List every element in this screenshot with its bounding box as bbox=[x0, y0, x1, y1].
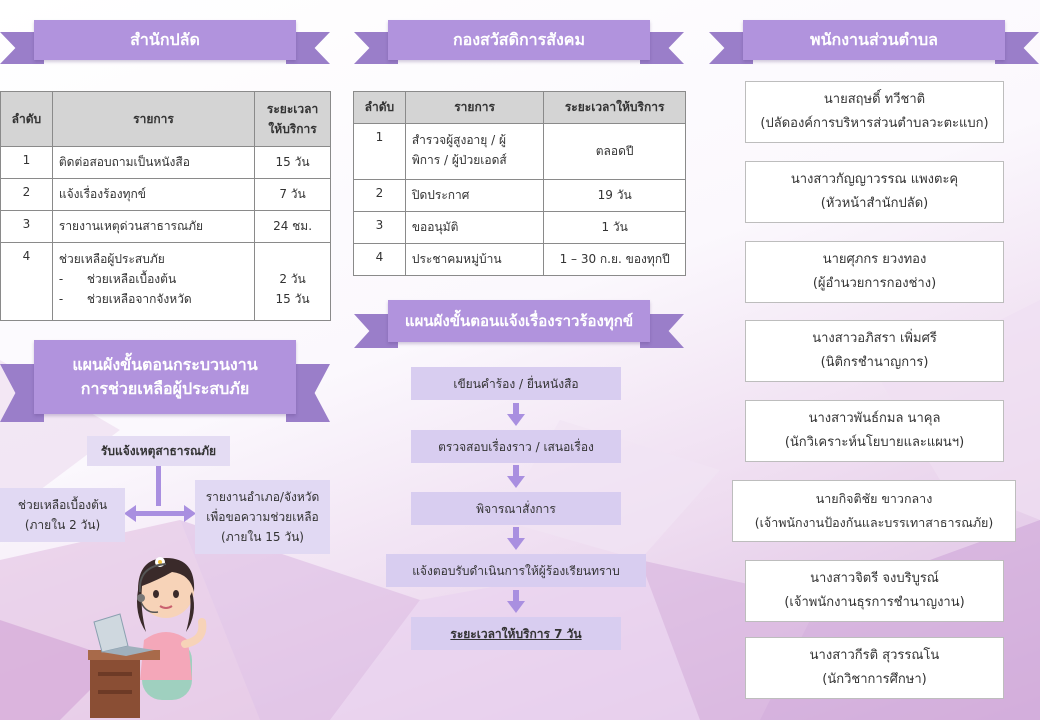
table-row bbox=[354, 124, 686, 180]
split-arrow bbox=[120, 466, 200, 526]
banner-title: กองสวัสดิการสังคม bbox=[388, 20, 650, 60]
table-row: 4 ช่วยเหลือผู้ประสบภัย - ช่วยเหลือเบื้องต้น - ช่วยเหลือจากจังหวัด 2 วัน 15 วัน bbox=[1, 243, 331, 321]
flow-step-label: ตรวจสอบเรื่องราว / เสนอเรื่อง bbox=[438, 439, 594, 454]
col-header-item: รายการ bbox=[405, 92, 543, 124]
row-subitem: ช่วยเหลือเบื้องต้น bbox=[86, 272, 177, 286]
service-time-label: ระยะเวลาให้บริการ 7 วัน bbox=[450, 626, 582, 641]
row-no: 3 bbox=[1, 211, 53, 243]
col-header-item: รายการ bbox=[52, 92, 254, 147]
row-no: 1 bbox=[354, 124, 406, 180]
row-no: 4 bbox=[354, 244, 406, 276]
row-item: ติดต่อสอบถามเป็นหนังสือ bbox=[52, 147, 254, 179]
flow-title-line1: แผนผังขั้นตอนกระบวนงาน bbox=[72, 355, 258, 374]
report-province-line2: เพื่อขอความช่วยเหลือ bbox=[206, 510, 319, 524]
row-time: 15 วัน bbox=[255, 147, 331, 179]
saman-palad-table bbox=[0, 91, 331, 321]
table-row bbox=[1, 147, 331, 179]
flow-step-4 bbox=[386, 554, 646, 587]
table-row bbox=[1, 211, 331, 243]
staff-card bbox=[745, 81, 1004, 143]
row-time: 2 วัน bbox=[279, 272, 306, 286]
staff-name: นางสาวอภิสรา เพิ่มศรี bbox=[812, 331, 937, 346]
staff-role: (นิติกรชำนาญการ) bbox=[820, 355, 929, 370]
staff-name: นายศุภกร ยวงทอง bbox=[822, 252, 927, 267]
staff-name: นางสาวพันธ์กมล นาคุล bbox=[808, 411, 941, 426]
table-row bbox=[354, 180, 686, 212]
report-province-line1: รายงานอำเภอ/จังหวัด bbox=[205, 490, 320, 504]
col-header-no: ลำดับ bbox=[354, 92, 406, 124]
down-arrow bbox=[506, 465, 526, 489]
banner-social-welfare bbox=[354, 20, 684, 68]
down-arrow bbox=[506, 403, 526, 427]
row-item: ปิดประกาศ bbox=[405, 180, 543, 212]
banner-staff bbox=[709, 20, 1039, 68]
down-arrow bbox=[506, 527, 526, 551]
staff-card bbox=[745, 320, 1004, 382]
flow-title-line2: การช่วยเหลือผู้ประสบภัย bbox=[80, 379, 250, 398]
row-no: 4 bbox=[1, 243, 53, 321]
staff-role: (นักวิชาการศึกษา) bbox=[822, 672, 927, 687]
flow-step-3 bbox=[411, 492, 621, 525]
initial-help-duration: (ภายใน 2 วัน) bbox=[24, 518, 101, 532]
table-row bbox=[354, 212, 686, 244]
staff-name: นางสาวจิตรี จงบริบูรณ์ bbox=[810, 571, 939, 586]
staff-card bbox=[745, 560, 1004, 622]
flow-step-5 bbox=[411, 617, 621, 650]
banner-title: พนักงานส่วนตำบล bbox=[743, 20, 1005, 60]
row-time: 1 – 30 ก.ย. ของทุกปี bbox=[544, 244, 686, 276]
row-item: ช่วยเหลือผู้ประสบภัย bbox=[58, 252, 165, 266]
row-item: รายงานเหตุด่วนสาธารณภัย bbox=[52, 211, 254, 243]
staff-role: (ปลัดองค์การบริหารส่วนตำบลวะตะแบก) bbox=[760, 116, 989, 131]
staff-role: (เจ้าพนักงานธุรการชำนาญงาน) bbox=[784, 595, 965, 610]
row-time: 19 วัน bbox=[544, 180, 686, 212]
row-item: ขออนุมัติ bbox=[405, 212, 543, 244]
staff-card bbox=[745, 400, 1004, 462]
table-row bbox=[354, 244, 686, 276]
staff-card bbox=[745, 241, 1004, 303]
row-item: แจ้งเรื่องร้องทุกข์ bbox=[52, 179, 254, 211]
flow-step-label: แจ้งตอบรับดำเนินการให้ผู้ร้องเรียนทราบ bbox=[412, 563, 620, 578]
staff-role: (หัวหน้าสำนักปลัด) bbox=[820, 196, 929, 211]
staff-name: นางสาวกัญญาวรรณ แพงตะคุ bbox=[790, 172, 959, 187]
row-time: 24 ชม. bbox=[255, 211, 331, 243]
col-header-time: ระยะเวลาให้บริการ bbox=[544, 92, 686, 124]
row-item: ประชาคมหมู่บ้าน bbox=[405, 244, 543, 276]
banner-title: สำนักปลัด bbox=[34, 20, 296, 60]
receive-report-label: รับแจ้งเหตุสาธารณภัย bbox=[100, 444, 217, 458]
staff-card bbox=[745, 637, 1004, 699]
banner-disaster-flow bbox=[0, 340, 330, 426]
row-time: 7 วัน bbox=[255, 179, 331, 211]
banner-complaint-flow bbox=[354, 300, 684, 352]
staff-role: (นักวิเคราะห์นโยบายและแผนฯ) bbox=[784, 435, 965, 450]
row-time: 15 วัน bbox=[275, 292, 310, 306]
staff-card bbox=[732, 480, 1016, 542]
initial-help-box bbox=[0, 488, 125, 542]
receive-report-box bbox=[87, 436, 230, 466]
col-header-no: ลำดับ bbox=[1, 92, 53, 147]
report-province-duration: (ภายใน 15 วัน) bbox=[221, 530, 304, 544]
staff-name: นายสฤษดิ์ ทวีชาติ bbox=[823, 92, 926, 107]
row-no: 2 bbox=[1, 179, 53, 211]
flow-step-2 bbox=[411, 430, 621, 463]
row-item-line1: สำรวจผู้สูงอายุ / ผู้ bbox=[411, 133, 507, 147]
staff-name: นางสาวกีรติ สุวรรณโน bbox=[809, 648, 940, 663]
banner-saman-palad bbox=[0, 20, 330, 68]
row-subitem: ช่วยเหลือจากจังหวัด bbox=[86, 292, 192, 306]
initial-help-label: ช่วยเหลือเบื้องต้น bbox=[17, 498, 108, 512]
staff-card bbox=[745, 161, 1004, 223]
staff-role: (ผู้อำนวยการกองช่าง) bbox=[812, 276, 937, 291]
row-no: 2 bbox=[354, 180, 406, 212]
receptionist-illustration bbox=[80, 540, 230, 720]
banner-title: แผนผังขั้นตอนแจ้งเรื่องราวร้องทุกข์ bbox=[388, 300, 650, 342]
social-welfare-table bbox=[353, 91, 686, 276]
row-item-line2: พิการ / ผู้ป่วยเอดส์ bbox=[411, 153, 507, 167]
col-header-time: ระยะเวลาให้บริการ bbox=[255, 92, 331, 147]
staff-role: (เจ้าพนักงานป้องกันและบรรเทาสาธารณภัย) bbox=[754, 515, 994, 530]
row-time: ตลอดปี bbox=[544, 124, 686, 180]
table-row bbox=[1, 179, 331, 211]
flow-step-label: เขียนคำร้อง / ยื่นหนังสือ bbox=[453, 376, 579, 391]
down-arrow bbox=[506, 590, 526, 614]
flow-step-label: พิจารณาสั่งการ bbox=[476, 501, 556, 516]
staff-name: นายกิจติชัย ขาวกลาง bbox=[815, 491, 933, 506]
row-no: 3 bbox=[354, 212, 406, 244]
flow-step-1 bbox=[411, 367, 621, 400]
row-no: 1 bbox=[1, 147, 53, 179]
row-time: 1 วัน bbox=[544, 212, 686, 244]
